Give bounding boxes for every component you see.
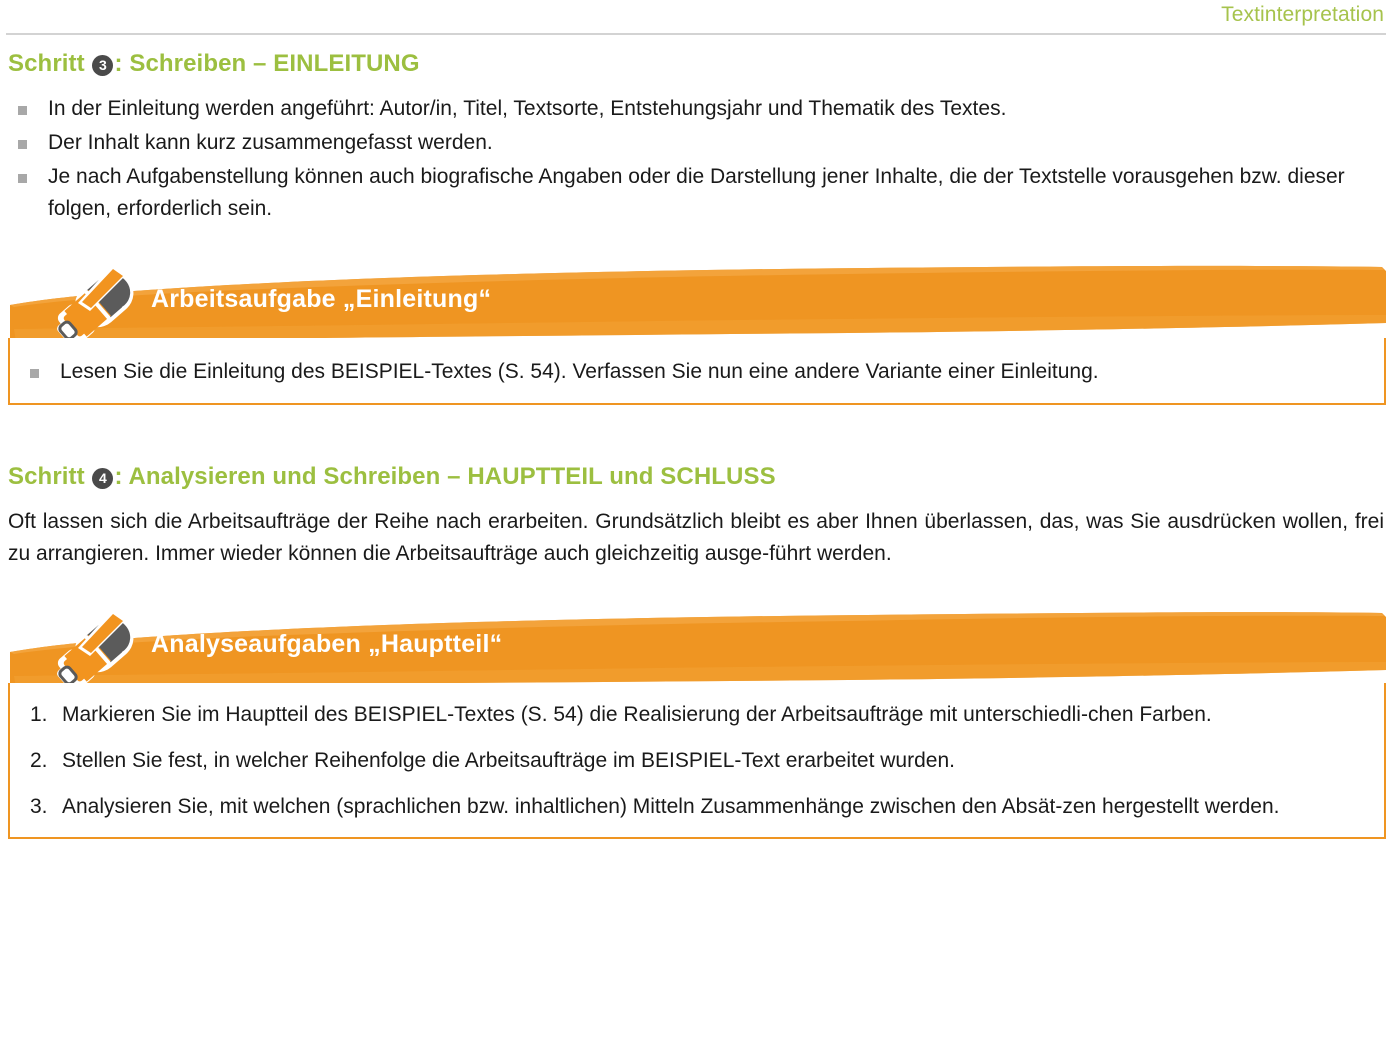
step-heading-suffix: : Schreiben – EINLEITUNG [114, 50, 420, 77]
list-item [8, 161, 1384, 225]
list-item-text: Je nach Aufgabenstellung können auch biografische Angaben oder die Darstellung jener Inhalte, die der Textstelle vorausgehen bzw. dieser folgen, erforderlich sein. [48, 164, 1345, 220]
step-number-badge-4: 4 [92, 468, 113, 489]
list-item [16, 356, 1370, 387]
section-heading-step-4 [8, 463, 1384, 492]
running-header [0, 0, 1392, 33]
list-item-number: 2. [30, 748, 48, 772]
list-item-number: 3. [30, 794, 48, 818]
list-item-text: Der Inhalt kann kurz zusammengefasst werden. [48, 130, 493, 154]
list-item [16, 699, 1370, 731]
list-item [8, 127, 1384, 159]
task-banner-title: Arbeitsaufgabe „Einleitung“ [151, 284, 492, 313]
highlighter-pen-icon [50, 606, 162, 692]
step-3-bullet-list [8, 93, 1384, 225]
list-item-text: In der Einleitung werden angeführt: Autor/in, Titel, Textsorte, Entstehungsjahr und Thematik des Textes. [48, 96, 1007, 120]
list-item [8, 93, 1384, 125]
list-item-text: Markieren Sie im Hauptteil des BEISPIEL-Textes (S. 54) die Realisierung der Arbeitsaufträge mit unterschiedli-chen Farben. [62, 702, 1212, 726]
running-header-title: Textinterpretation [1221, 3, 1384, 26]
list-item-text: Lesen Sie die Einleitung des BEISPIEL-Textes (S. 54). Verfassen Sie nun eine andere Variante einer Einleitung. [60, 359, 1099, 383]
task-block-einleitung [8, 259, 1384, 405]
list-item-text: Analysieren Sie, mit welchen (sprachlichen bzw. inhaltlichen) Mitteln Zusammenhänge zwischen den Absät-zen hergestellt werden. [62, 794, 1280, 818]
task-box-hauptteil [8, 683, 1386, 839]
header-divider-rule [6, 33, 1386, 35]
task-hauptteil-list [16, 699, 1370, 823]
page-content [8, 46, 1384, 839]
task-box-einleitung [8, 338, 1386, 405]
highlighter-pen-icon [50, 261, 162, 347]
task-block-hauptteil [8, 604, 1384, 839]
square-bullet-icon [18, 174, 27, 183]
section-spacer [8, 405, 1384, 445]
step-4-paragraph: Oft lassen sich die Arbeitsaufträge der Reihe nach erarbeiten. Grundsätzlich bleibt es aber Ihnen überlassen, das, was Sie ausdrücken wollen, frei zu arrangieren. Immer wieder können die Arbeitsaufträge auch gleichzeitig ausge-führt werden. [8, 509, 1384, 565]
step-heading-prefix: Schritt [8, 462, 92, 490]
step-number-badge-3: 3 [92, 55, 113, 76]
task-banner-hauptteil [8, 604, 1384, 692]
step-heading-prefix: Schritt [8, 50, 92, 77]
step-heading-suffix: : Analysieren und Schreiben – HAUPTTEIL und SCHLUSS [114, 462, 776, 490]
task-einleitung-list [16, 356, 1370, 387]
task-banner-einleitung [8, 259, 1384, 347]
list-item [16, 745, 1370, 777]
task-banner-title: Analyseaufgaben „Hauptteil“ [151, 629, 503, 658]
list-item-text: Stellen Sie fest, in welcher Reihenfolge die Arbeitsaufträge im BEISPIEL-Text erarbeitet wurden. [62, 748, 955, 772]
list-item-number: 1. [30, 702, 48, 726]
list-item [16, 791, 1370, 823]
square-bullet-icon [30, 369, 39, 378]
section-heading-step-3 [8, 50, 1384, 79]
square-bullet-icon [18, 140, 27, 149]
square-bullet-icon [18, 106, 27, 115]
